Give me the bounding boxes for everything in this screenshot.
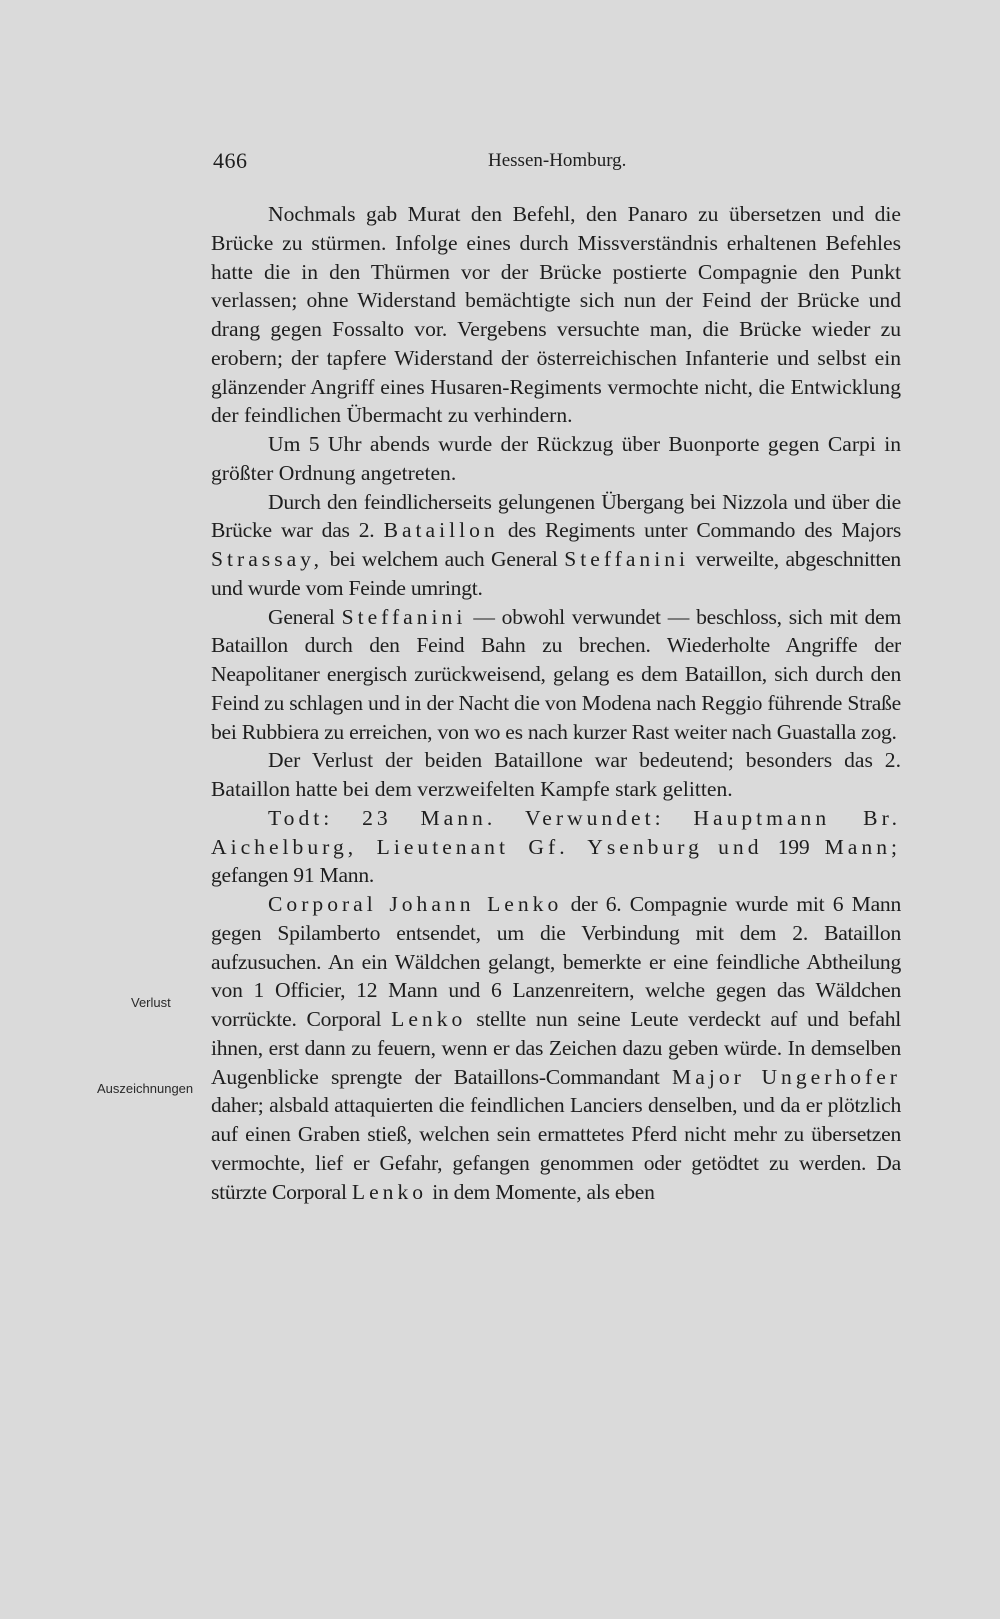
page-number: 466 bbox=[213, 148, 248, 173]
p3-spaced-strassay: Strassay, bbox=[211, 547, 323, 571]
p4-text-c: — obwohl verwundet — beschloss, sich mit dem Bataillon durch den Feind Bahn zu brechen. Wiederholte Angriffe der Neapolitaner energisch zurückweisend, gelang es dem Bataillon, sich durch den Feind zu schlagen und in der Nacht die von Modena nach Reggio führende Straße bei Rubbiera zu erreichen, von wo es nach kurzer Rast weiter nach Guastalla zog. bbox=[211, 604, 901, 744]
p6-text-gefangen: gefangen 91 Mann. bbox=[211, 863, 375, 888]
p7-text-h: in dem Momente, als eben bbox=[432, 1179, 655, 1204]
p3-text-c: des Regiments unter Commando des Majors bbox=[507, 518, 901, 543]
p3-text-a: Durch den feindlicherseits gelungenen Übergang bei Nizzola und über die Brücke war das 2. bbox=[211, 489, 901, 543]
p6-count-199: 199 bbox=[777, 834, 810, 859]
p6-spaced-und: und bbox=[718, 834, 763, 859]
page-header bbox=[213, 148, 900, 178]
paragraph-7 bbox=[211, 890, 901, 1206]
p3-spaced-steffanini: Steffanini bbox=[564, 547, 690, 571]
p6-spaced-mann-2: Mann; bbox=[824, 834, 901, 859]
paragraph-6 bbox=[211, 804, 901, 890]
paragraph-1: Nochmals gab Murat den Befehl, den Panaro zu übersetzen und die Brücke zu stürmen. Infolge eines durch Missverständnis erhaltenen Befehles hatte die in den Thürmen vor der Brücke postierte Compagnie den Punkt verlassen; ohne Widerstand bemächtigte sich nun der Feind der Brücke und drang gegen Fossalto vor. Vergebens versuchte man, die Brücke wieder zu erobern; der tapfere Widerstand der österreichischen Infanterie und selbst ein glänzender Angriff eines Husaren-Regiments vermochte nicht, die Entwicklung der feindlichen Übermacht zu verhindern. bbox=[211, 202, 901, 428]
p3-spaced-bataillon: Bataillon bbox=[383, 518, 499, 543]
running-head: Hessen-Homburg. bbox=[488, 150, 627, 171]
margin-note-verlust: Verlust bbox=[131, 995, 171, 1010]
paragraph-4 bbox=[211, 603, 901, 747]
p6-spaced-names: Hauptmann Br. Aichelburg, Lieutenant Gf. Ysenburg bbox=[211, 805, 901, 859]
p6-spaced-mann-1: Mann. bbox=[420, 805, 497, 830]
p7-text-b: der 6. Compagnie wurde mit 6 Mann gegen Spilamberto entsendet, um die Verbindung mit dem 2. Bataillon aufzusuchen. An ein Wäldchen gelangt, bemerkte er eine feindliche Abtheilung von 1 Officier, 12 Mann und 6 Lanzenreitern, welche gegen das Wäldchen vorrückte. Corporal bbox=[211, 892, 901, 1031]
paragraph-3 bbox=[211, 488, 901, 603]
p7-spaced-corporal-lenko: Corporal Johann Lenko bbox=[268, 892, 563, 916]
p3-text-g: verweilte, abgeschnitten und wurde vom Feinde umringt. bbox=[211, 547, 901, 600]
p6-spaced-23: 23 bbox=[362, 805, 392, 830]
p6-spaced-verwundet: Verwundet: bbox=[525, 805, 665, 830]
margin-note-auszeichnungen: Auszeichnungen bbox=[97, 1081, 194, 1096]
paragraph-5: Der Verlust der beiden Bataillone war bedeutend; besonders das 2. Bataillon hatte bei dem verzweifelten Kampfe stark gelitten. bbox=[211, 748, 901, 801]
p3-text-e: bei welchem auch General bbox=[329, 547, 558, 571]
p4-text-a: General bbox=[268, 604, 335, 629]
paragraph-2: Um 5 Uhr abends wurde der Rückzug über Buonporte gegen Carpi in größter Ordnung angetreten. bbox=[211, 432, 901, 485]
p6-spaced-todt: Todt: bbox=[268, 805, 334, 830]
p7-spaced-lenko-2: Lenko bbox=[351, 1179, 428, 1204]
p7-spaced-ungerhofer: Major Ungerhofer bbox=[672, 1064, 901, 1089]
p7-text-f: daher; alsbald attaquierten die feindlichen Lanciers denselben, und da er plötzlich auf einen Graben stieß, welchen sein ermattetes Pferd nicht mehr zu übersetzen vermochte, lief er Gefahr, gefangen genommen oder getödtet zu werden. Da stürzte Corporal bbox=[211, 1093, 901, 1204]
body-text bbox=[211, 200, 901, 1206]
p7-spaced-lenko-1: Lenko bbox=[391, 1007, 467, 1031]
p4-spaced-steffanini: Steffanini bbox=[341, 604, 467, 629]
p7-text-d: stellte nun seine Leute verdeckt auf und befahl ihnen, erst dann zu feuern, wenn er das Zeichen dazu geben würde. In demselben Augenblicke sprengte der Bataillons-Commandant bbox=[211, 1007, 901, 1089]
